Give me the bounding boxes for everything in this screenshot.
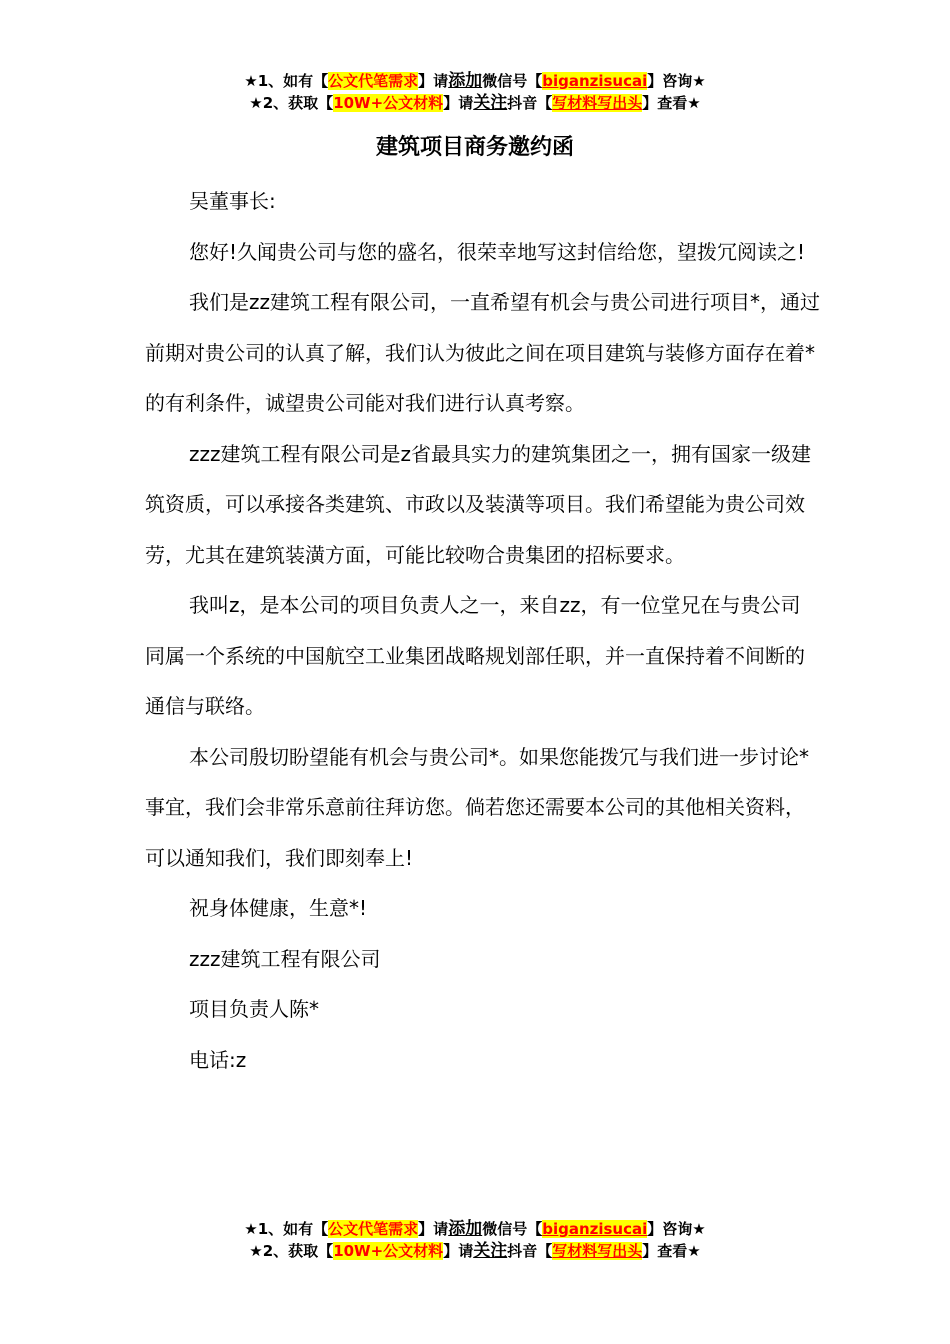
promo-banner-bottom (0, 1218, 950, 1262)
promo-text: 】请 (443, 94, 474, 112)
promo-text: ★2、获取【 (249, 1242, 334, 1260)
promo-banner-top (0, 70, 950, 114)
promo-text: 】查看★ (642, 94, 701, 112)
salutation: 吴董事长: (189, 189, 276, 213)
promo-line-1 (0, 70, 950, 92)
wechat-id-link[interactable]: biganzisucai (542, 1220, 648, 1238)
promo-highlight: 公文代笔需求 (328, 72, 419, 90)
promo-highlight: 公文代笔需求 (328, 1220, 419, 1238)
paragraph-1: 您好!久闻贵公司与您的盛名，很荣幸地写这封信给您，望拨冗阅读之! (189, 239, 806, 264)
promo-highlight: 10W+公文材料 (333, 1242, 444, 1260)
promo-text: ★1、如有【 (244, 1220, 329, 1238)
promo-emphasis: 关注 (473, 93, 508, 113)
promo-text: 抖音【 (507, 94, 553, 112)
promo-text: 微信号【 (482, 72, 543, 90)
promo-text: ★1、如有【 (244, 72, 329, 90)
document-title: 建筑项目商务邀约函 (375, 135, 574, 160)
paragraph-2: 我们是zz建筑工程有限公司，一直希望有机会与贵公司进行项目*，通过前期对贵公司的认真了解，我们认为彼此之间在项目建筑与装修方面存在着*的有利条件，诚望贵公司能对我们进行认真考察。 (145, 290, 820, 415)
promo-highlight: 10W+公文材料 (333, 94, 444, 112)
promo-text: 】咨询★ (647, 1220, 706, 1238)
promo-text: 】请 (418, 1220, 449, 1238)
signer: 项目负责人陈* (189, 997, 319, 1021)
wechat-id-link[interactable]: biganzisucai (542, 72, 648, 90)
promo-line-2 (0, 92, 950, 114)
promo-text: 】查看★ (642, 1242, 701, 1260)
promo-emphasis: 关注 (473, 1241, 508, 1261)
promo-line-2 (0, 1240, 950, 1262)
company-name: zzz建筑工程有限公司 (189, 946, 381, 971)
promo-text: 】请 (418, 72, 449, 90)
douyin-account-link[interactable]: 写材料写出头 (552, 1242, 643, 1260)
letter-body (145, 176, 820, 1085)
closing: 祝身体健康，生意*! (189, 896, 368, 920)
promo-text: 微信号【 (482, 1220, 543, 1238)
promo-text: 抖音【 (507, 1242, 553, 1260)
paragraph-5: 本公司殷切盼望能有机会与贵公司*。如果您能拨冗与我们进一步讨论*事宜，我们会非常乐意前往拜访您。倘若您还需要本公司的其他相关资料，可以通知我们，我们即刻奉上! (145, 744, 809, 870)
promo-emphasis: 添加 (448, 1219, 483, 1239)
promo-text: 】请 (443, 1242, 474, 1260)
douyin-account-link[interactable]: 写材料写出头 (552, 94, 643, 112)
promo-text: 】咨询★ (647, 72, 706, 90)
promo-text: ★2、获取【 (249, 94, 334, 112)
promo-line-1 (0, 1218, 950, 1240)
phone: 电话:z (189, 1047, 247, 1072)
paragraph-4: 我叫z，是本公司的项目负责人之一，来自zz，有一位堂兄在与贵公司同属一个系统的中国航空工业集团战略规划部任职，并一直保持着不间断的通信与联络。 (145, 593, 805, 718)
paragraph-3: zzz建筑工程有限公司是z省最具实力的建筑集团之一，拥有国家一级建筑资质，可以承接各类建筑、市政以及装潢等项目。我们希望能为贵公司效劳，尤其在建筑装潢方面，可能比较吻合贵集团的招标要求。 (145, 441, 811, 567)
promo-emphasis: 添加 (448, 71, 483, 91)
